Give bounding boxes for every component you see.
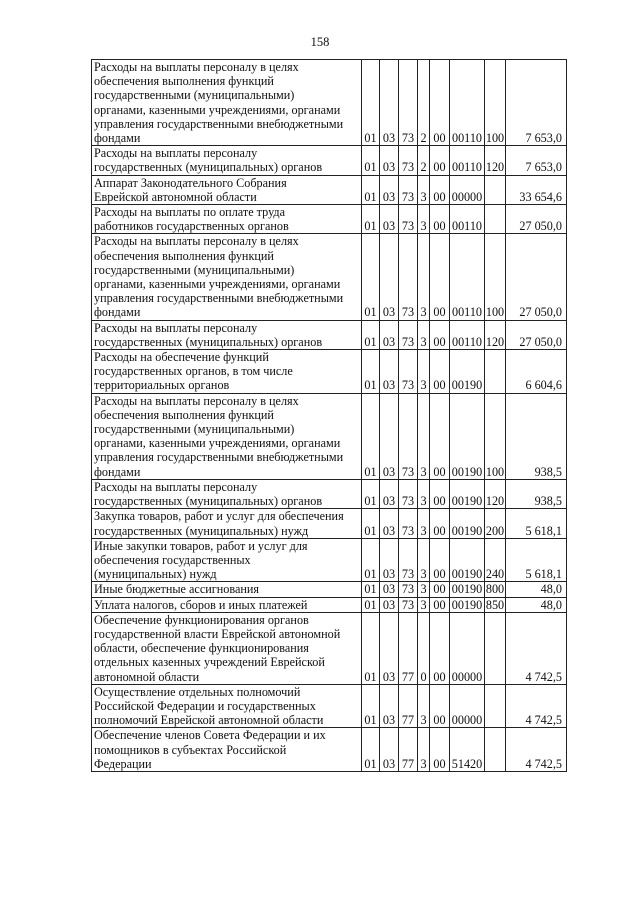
expense-type-code: 200 bbox=[485, 509, 506, 538]
event-code: 00 bbox=[430, 597, 450, 612]
expense-type-code bbox=[485, 205, 506, 234]
direction-code: 00190 bbox=[450, 538, 485, 582]
subsection-code: 03 bbox=[380, 393, 399, 479]
expense-name: Обеспечение функционирования органов государственной власти Еврейской автономной области, обеспечение функционирования отдельных казенных учреждений Еврейской автономной области bbox=[92, 612, 362, 684]
expense-type-code bbox=[485, 175, 506, 204]
table-row bbox=[92, 205, 567, 234]
expense-name: Иные закупки товаров, работ и услуг для обеспечения государственных (муниципальных) нужд bbox=[92, 538, 362, 582]
section-code: 01 bbox=[362, 612, 380, 684]
program-code: 73 bbox=[399, 320, 418, 349]
subprogram-code: 3 bbox=[418, 234, 430, 320]
expense-name: Расходы на выплаты персоналу государственных (муниципальных) органов bbox=[92, 320, 362, 349]
subsection-code: 03 bbox=[380, 175, 399, 204]
amount: 7 653,0 bbox=[506, 60, 567, 146]
amount: 27 050,0 bbox=[506, 234, 567, 320]
expense-type-code: 100 bbox=[485, 393, 506, 479]
subprogram-code: 3 bbox=[418, 684, 430, 728]
program-code: 73 bbox=[399, 205, 418, 234]
section-code: 01 bbox=[362, 597, 380, 612]
subprogram-code: 3 bbox=[418, 205, 430, 234]
expense-name: Аппарат Законодательного Собрания Еврейской автономной области bbox=[92, 175, 362, 204]
table-row bbox=[92, 146, 567, 175]
subsection-code: 03 bbox=[380, 350, 399, 394]
direction-code: 00110 bbox=[450, 205, 485, 234]
subsection-code: 03 bbox=[380, 146, 399, 175]
subprogram-code: 2 bbox=[418, 60, 430, 146]
table-row bbox=[92, 684, 567, 728]
direction-code: 00190 bbox=[450, 582, 485, 597]
expense-type-code: 100 bbox=[485, 234, 506, 320]
section-code: 01 bbox=[362, 582, 380, 597]
expense-type-code bbox=[485, 350, 506, 394]
program-code: 77 bbox=[399, 612, 418, 684]
expense-type-code bbox=[485, 728, 506, 772]
amount: 48,0 bbox=[506, 582, 567, 597]
expense-type-code: 800 bbox=[485, 582, 505, 597]
table-row bbox=[92, 393, 567, 479]
direction-code: 00190 bbox=[450, 393, 485, 479]
section-code: 01 bbox=[362, 146, 380, 175]
event-code: 00 bbox=[430, 175, 450, 204]
amount: 4 742,5 bbox=[506, 684, 567, 728]
program-code: 73 bbox=[399, 509, 418, 538]
event-code: 00 bbox=[430, 393, 450, 479]
section-code: 01 bbox=[362, 175, 380, 204]
table-body bbox=[92, 60, 567, 772]
subprogram-code: 0 bbox=[418, 612, 430, 684]
table-row bbox=[92, 234, 567, 320]
program-code: 73 bbox=[399, 60, 418, 146]
program-code: 77 bbox=[399, 684, 418, 728]
subprogram-code: 3 bbox=[418, 393, 430, 479]
subsection-code: 03 bbox=[380, 538, 399, 582]
amount: 4 742,5 bbox=[506, 612, 567, 684]
program-code: 73 bbox=[399, 393, 418, 479]
program-code: 73 bbox=[399, 146, 418, 175]
amount: 7 653,0 bbox=[506, 146, 567, 175]
subsection-code: 03 bbox=[380, 684, 399, 728]
expense-name: Осуществление отдельных полномочий Российской Федерации и государственных полномочий Еврейской автономной области bbox=[92, 684, 362, 728]
expense-type-code: 850 bbox=[485, 597, 505, 612]
section-code: 01 bbox=[362, 509, 380, 538]
subprogram-code: 3 bbox=[418, 538, 430, 582]
subprogram-code: 3 bbox=[418, 350, 430, 394]
event-code: 00 bbox=[430, 538, 450, 582]
section-code: 01 bbox=[362, 393, 380, 479]
direction-code: 00110 bbox=[450, 234, 485, 320]
expense-name: Расходы на обеспечение функций государственных органов, в том числе территориальных органов bbox=[92, 350, 362, 394]
expense-type-code bbox=[485, 612, 506, 684]
subprogram-code: 3 bbox=[418, 509, 430, 538]
subprogram-code: 3 bbox=[418, 175, 430, 204]
table-row bbox=[92, 320, 567, 349]
table-row bbox=[92, 538, 567, 582]
table-row bbox=[92, 60, 567, 146]
expense-type-code: 120 bbox=[485, 479, 506, 508]
table-row bbox=[92, 597, 567, 612]
section-code: 01 bbox=[362, 684, 380, 728]
table-row bbox=[92, 350, 567, 394]
subsection-code: 03 bbox=[380, 582, 399, 597]
event-code: 00 bbox=[430, 684, 450, 728]
expense-name: Расходы на выплаты персоналу государственных (муниципальных) органов bbox=[92, 479, 362, 508]
amount: 27 050,0 bbox=[506, 320, 567, 349]
subprogram-code: 3 bbox=[418, 320, 430, 349]
program-code: 73 bbox=[399, 350, 418, 394]
expense-name: Расходы на выплаты по оплате труда работников государственных органов bbox=[92, 205, 362, 234]
subsection-code: 03 bbox=[380, 205, 399, 234]
direction-code: 00000 bbox=[450, 684, 485, 728]
amount: 48,0 bbox=[506, 597, 567, 612]
expense-type-code: 100 bbox=[485, 60, 506, 146]
expense-type-code bbox=[485, 684, 506, 728]
expense-name: Расходы на выплаты персоналу в целях обеспечения выполнения функций государственными (муниципальными) органами, казенными учреждениями, органами управления государственными внебюджетными фондами bbox=[92, 393, 362, 479]
expense-name: Расходы на выплаты персоналу государственных (муниципальных) органов bbox=[92, 146, 362, 175]
budget-table bbox=[91, 59, 567, 772]
expense-type-code: 240 bbox=[485, 538, 506, 582]
direction-code: 00000 bbox=[450, 175, 485, 204]
table-row bbox=[92, 582, 567, 597]
subsection-code: 03 bbox=[380, 597, 399, 612]
event-code: 00 bbox=[430, 350, 450, 394]
expense-name: Расходы на выплаты персоналу в целях обеспечения выполнения функций государственными (муниципальными) органами, казенными учреждениями, органами управления государственными внебюджетными фондами bbox=[92, 60, 362, 146]
program-code: 73 bbox=[399, 582, 418, 597]
subsection-code: 03 bbox=[380, 612, 399, 684]
subprogram-code: 2 bbox=[418, 146, 430, 175]
direction-code: 00110 bbox=[450, 146, 485, 175]
expense-name: Закупка товаров, работ и услуг для обеспечения государственных (муниципальных) нужд bbox=[92, 509, 362, 538]
expense-name: Уплата налогов, сборов и иных платежей bbox=[92, 597, 362, 612]
direction-code: 00110 bbox=[450, 60, 485, 146]
subsection-code: 03 bbox=[380, 234, 399, 320]
expense-name: Расходы на выплаты персоналу в целях обеспечения выполнения функций государственными (муниципальными) органами, казенными учреждениями, органами управления государственными внебюджетными фондами bbox=[92, 234, 362, 320]
amount: 4 742,5 bbox=[506, 728, 567, 772]
program-code: 73 bbox=[399, 597, 418, 612]
amount: 938,5 bbox=[506, 393, 567, 479]
direction-code: 51420 bbox=[450, 728, 485, 772]
amount: 33 654,6 bbox=[506, 175, 567, 204]
section-code: 01 bbox=[362, 728, 380, 772]
table-row bbox=[92, 175, 567, 204]
section-code: 01 bbox=[362, 60, 380, 146]
program-code: 73 bbox=[399, 175, 418, 204]
event-code: 00 bbox=[430, 320, 450, 349]
event-code: 00 bbox=[430, 205, 450, 234]
section-code: 01 bbox=[362, 320, 380, 349]
program-code: 73 bbox=[399, 479, 418, 508]
event-code: 00 bbox=[430, 479, 450, 508]
event-code: 00 bbox=[430, 509, 450, 538]
expense-name: Иные бюджетные ассигнования bbox=[92, 582, 362, 597]
event-code: 00 bbox=[430, 146, 450, 175]
event-code: 00 bbox=[430, 60, 450, 146]
subsection-code: 03 bbox=[380, 509, 399, 538]
program-code: 73 bbox=[399, 538, 418, 582]
amount: 27 050,0 bbox=[506, 205, 567, 234]
event-code: 00 bbox=[430, 612, 450, 684]
direction-code: 00190 bbox=[450, 350, 485, 394]
event-code: 00 bbox=[430, 234, 450, 320]
event-code: 00 bbox=[430, 728, 450, 772]
section-code: 01 bbox=[362, 479, 380, 508]
amount: 5 618,1 bbox=[506, 509, 567, 538]
direction-code: 00000 bbox=[450, 612, 485, 684]
section-code: 01 bbox=[362, 234, 380, 320]
direction-code: 00190 bbox=[450, 509, 485, 538]
section-code: 01 bbox=[362, 538, 380, 582]
amount: 6 604,6 bbox=[506, 350, 567, 394]
section-code: 01 bbox=[362, 205, 380, 234]
subsection-code: 03 bbox=[380, 320, 399, 349]
expense-type-code: 120 bbox=[485, 320, 506, 349]
amount: 938,5 bbox=[506, 479, 567, 508]
subsection-code: 03 bbox=[380, 728, 399, 772]
subsection-code: 03 bbox=[380, 60, 399, 146]
subsection-code: 03 bbox=[380, 479, 399, 508]
expense-type-code: 120 bbox=[485, 146, 506, 175]
program-code: 73 bbox=[399, 234, 418, 320]
program-code: 77 bbox=[399, 728, 418, 772]
section-code: 01 bbox=[362, 350, 380, 394]
amount: 5 618,1 bbox=[506, 538, 567, 582]
table-row bbox=[92, 612, 567, 684]
page-number: 158 bbox=[310, 35, 330, 49]
direction-code: 00110 bbox=[450, 320, 485, 349]
direction-code: 00190 bbox=[450, 597, 485, 612]
subprogram-code: 3 bbox=[418, 582, 430, 597]
direction-code: 00190 bbox=[450, 479, 485, 508]
subprogram-code: 3 bbox=[418, 728, 430, 772]
event-code: 00 bbox=[430, 582, 450, 597]
subprogram-code: 3 bbox=[418, 479, 430, 508]
table-row bbox=[92, 479, 567, 508]
expense-name: Обеспечение членов Совета Федерации и их помощников в субъектах Российской Федерации bbox=[92, 728, 362, 772]
subprogram-code: 3 bbox=[418, 597, 430, 612]
table-row bbox=[92, 728, 567, 772]
table-row bbox=[92, 509, 567, 538]
